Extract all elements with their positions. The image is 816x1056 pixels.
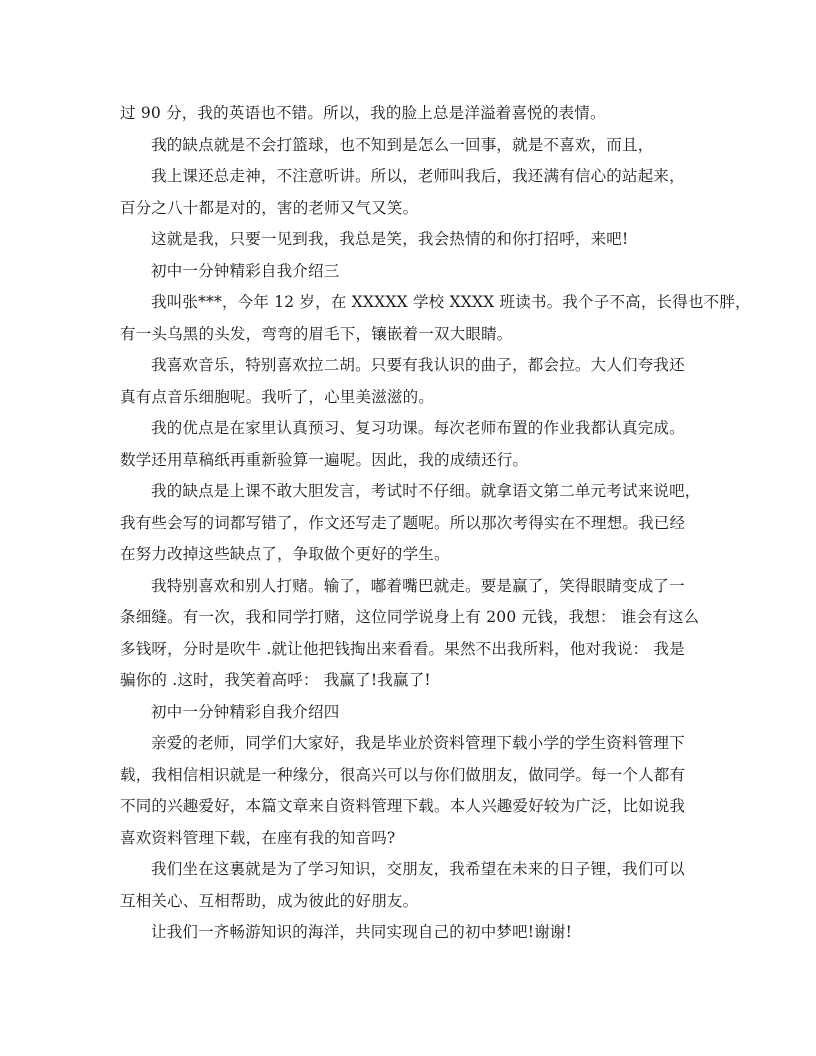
text-line: 数学还用草稿纸再重新验算一遍呢。因此，我的成绩还行。 xyxy=(120,450,529,469)
text-line: 我叫张***，今年 12 岁，在 XXXXX 学校 XXXX 班读书。我个子不高，长得也不胖， xyxy=(151,293,751,311)
text-line: 我们坐在这裏就是为了学习知识，交朋友，我希望在未来的日子锂，我们可以 xyxy=(151,860,685,878)
document-body xyxy=(120,98,751,949)
text-line: 不同的兴趣爱好，本篇文章来自资料管理下载。本人兴趣爱好较为广泛，比如说我 xyxy=(120,797,686,815)
text-line: 骗你的 .这时，我笑着高呼： 我赢了!我赢了! xyxy=(120,671,431,689)
text-line: 在努力改掉这些缺点了，争取做个更好的学生。 xyxy=(120,545,450,563)
text-line: 真有点音乐细胞呢。我听了，心里美滋滋的。 xyxy=(120,387,435,406)
text-line: 喜欢资料管理下载，在座有我的知音吗? xyxy=(120,828,396,847)
text-line: 亲爱的老师，同学们大家好，我是毕业於资料管理下载小学的学生资料管理下 xyxy=(151,734,685,752)
text-line: 我的优点是在家里认真预习、复习功课。每次老师布置的作业我都认真完成。 xyxy=(151,419,685,437)
text-line: 我特别喜欢和别人打赌。输了，嘟着嘴巴就走。要是赢了，笑得眼睛变成了一 xyxy=(151,576,685,595)
section-heading: 初中一分钟精彩自我介绍三 xyxy=(151,261,340,280)
text-line: 我的缺点就是不会打篮球，也不知到是怎么一回事，就是不喜欢，而且， xyxy=(151,135,654,154)
text-line: 有一头乌黑的头发，弯弯的眉毛下，镶嵌着一双大眼睛。 xyxy=(120,324,513,343)
text-line: 载，我相信相识就是一种缘分，很高兴可以与你们做朋友，做同学。每一个人都有 xyxy=(120,765,686,784)
text-line: 我上课还总走神，不注意听讲。所以，老师叫我后，我还满有信心的站起来， xyxy=(151,167,685,185)
text-line: 互相关心、互相帮助，成为彼此的好朋友。 xyxy=(120,891,419,910)
section-heading: 初中一分钟精彩自我介绍四 xyxy=(151,702,340,721)
text-line: 百分之八十都是对的，害的老师又气又笑。 xyxy=(120,198,419,217)
text-line: 让我们一齐畅游知识的海洋，共同实现自己的初中梦吧!谢谢! xyxy=(151,923,573,941)
text-line: 这就是我，只要一见到我，我总是笑，我会热情的和你打招呼，来吧! xyxy=(151,230,629,248)
text-line: 过 90 分，我的英语也不错。所以，我的脸上总是洋溢着喜悦的表情。 xyxy=(120,104,606,122)
text-line: 我喜欢音乐，特别喜欢拉二胡。只要有我认识的曲子，都会拉。大人们夸我还 xyxy=(151,356,685,374)
text-line: 我有些会写的词都写错了，作文还写走了题呢。所以那次考得实在不理想。我已经 xyxy=(120,513,686,532)
text-line: 条细缝。有一次，我和同学打赌，这位同学说身上有 200 元钱，我想： 谁会有这么 xyxy=(120,608,700,626)
text-line: 我的缺点是上课不敢大胆发言，考试时不仔细。就拿语文第二单元考试来说吧， xyxy=(151,482,701,500)
text-line: 多钱呀，分时是吹牛 .就让他把钱掏出来看看。果然不出我所料，他对我说： 我是 xyxy=(120,639,685,658)
